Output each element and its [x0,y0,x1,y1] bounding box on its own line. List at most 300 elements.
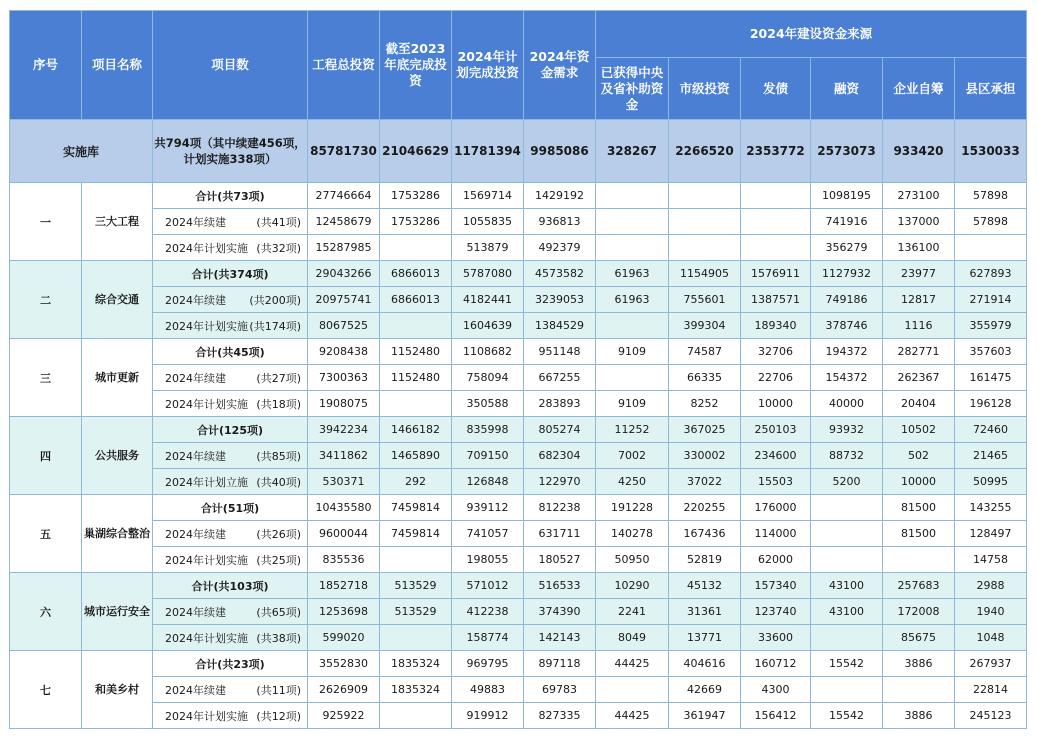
section-seq: 二 [10,261,82,339]
value-cell: 126848 [452,469,524,495]
row-label-type: 2024年续建 [165,683,226,697]
value-cell: 194372 [811,339,883,365]
header-source: 发债 [741,58,811,120]
row-label-type: 2024年续建 [165,293,226,307]
value-cell: 374390 [524,599,596,625]
row-label: 合计(51项) [153,495,308,521]
value-cell: 2988 [955,573,1027,599]
value-cell: 350588 [452,391,524,417]
row-label-group [153,474,307,490]
value-cell: 136100 [883,235,955,261]
value-cell: 81500 [883,521,955,547]
header-count: 项目数 [153,11,308,120]
value-cell: 919912 [452,703,524,729]
row-label-count: (共85项) [256,449,301,463]
value-cell: 356279 [811,235,883,261]
value-cell: 3411862 [308,443,380,469]
value-cell [741,235,811,261]
row-label [153,703,308,729]
value-cell: 31361 [669,599,741,625]
section-seq: 四 [10,417,82,495]
value-cell: 234600 [741,443,811,469]
value-cell: 160712 [741,651,811,677]
value-cell: 10290 [596,573,669,599]
row-label [153,365,308,391]
value-cell: 44425 [596,651,669,677]
row-label [153,521,308,547]
header-need-2024: 2024年资金需求 [524,11,596,120]
value-cell: 128497 [955,521,1027,547]
row-label-type: 2024年续建 [165,215,226,229]
value-cell: 741916 [811,209,883,235]
value-cell: 969795 [452,651,524,677]
section-seq: 六 [10,573,82,651]
row-label-count: (共174项) [249,319,301,333]
value-cell: 1569714 [452,183,524,209]
value-cell: 69783 [524,677,596,703]
header-source: 企业自筹 [883,58,955,120]
value-cell: 137000 [883,209,955,235]
implementation-label: 实施库 [10,120,153,183]
value-cell: 29043266 [308,261,380,287]
value-cell: 161475 [955,365,1027,391]
value-cell: 1116 [883,313,955,339]
section-name: 和美乡村 [82,651,153,729]
value-cell [955,235,1027,261]
value-cell: 189340 [741,313,811,339]
row-label-group [153,396,307,412]
value-cell: 20975741 [308,287,380,313]
value-cell: 755601 [669,287,741,313]
value-cell: 355979 [955,313,1027,339]
value-cell: 1753286 [380,209,452,235]
table-row [10,599,1027,625]
value-cell: 378746 [811,313,883,339]
value-cell: 4182441 [452,287,524,313]
value-cell: 8067525 [308,313,380,339]
value-cell: 1576911 [741,261,811,287]
row-label-count: (共32项) [256,241,301,255]
value-cell: 198055 [452,547,524,573]
value-cell: 3886 [883,703,955,729]
value-cell: 933420 [883,120,955,183]
row-label-count: (共12项) [256,709,301,723]
row-label [153,443,308,469]
investment-table [9,10,1027,729]
value-cell: 66335 [669,365,741,391]
value-cell: 741057 [452,521,524,547]
value-cell: 5787080 [452,261,524,287]
value-cell: 1604639 [452,313,524,339]
row-label-type: 2024年计划立施 [165,475,248,489]
value-cell [883,677,955,703]
section-name: 三大工程 [82,183,153,261]
value-cell: 1465890 [380,443,452,469]
row-label-type: 2024年计划实施 [165,319,248,333]
value-cell: 20404 [883,391,955,417]
value-cell: 1429192 [524,183,596,209]
value-cell: 361947 [669,703,741,729]
row-label-count: (共38项) [256,631,301,645]
value-cell: 250103 [741,417,811,443]
row-label-group [153,630,307,646]
row-label: 合计(125项) [153,417,308,443]
section-total-row [10,183,1027,209]
value-cell: 516533 [524,573,596,599]
row-label [153,625,308,651]
table-row [10,547,1027,573]
value-cell [811,677,883,703]
row-label-count: (共25项) [256,553,301,567]
row-label-type: 2024年计划实施 [165,553,248,567]
value-cell: 3942234 [308,417,380,443]
row-label-count: (共65项) [256,605,301,619]
value-cell [883,547,955,573]
value-cell: 328267 [596,120,669,183]
row-label-group [153,448,307,464]
value-cell: 357603 [955,339,1027,365]
section-name: 城市更新 [82,339,153,417]
value-cell: 936813 [524,209,596,235]
row-label-count: (共18项) [256,397,301,411]
value-cell: 1154905 [669,261,741,287]
value-cell: 15542 [811,703,883,729]
table-row [10,703,1027,729]
value-cell: 143255 [955,495,1027,521]
value-cell: 513529 [380,573,452,599]
row-label-group [153,214,307,230]
value-cell: 1835324 [380,651,452,677]
value-cell: 85781730 [308,120,380,183]
value-cell: 749186 [811,287,883,313]
value-cell: 1753286 [380,183,452,209]
value-cell: 5200 [811,469,883,495]
value-cell: 191228 [596,495,669,521]
value-cell: 50950 [596,547,669,573]
value-cell [669,183,741,209]
table-body [10,120,1027,729]
table-header [10,11,1027,120]
value-cell: 835536 [308,547,380,573]
table-row [10,443,1027,469]
section-total-row [10,417,1027,443]
value-cell: 15542 [811,651,883,677]
value-cell: 142143 [524,625,596,651]
value-cell: 122970 [524,469,596,495]
value-cell: 1384529 [524,313,596,339]
value-cell: 2626909 [308,677,380,703]
value-cell: 27746664 [308,183,380,209]
header-source: 县区承担 [955,58,1027,120]
value-cell: 49883 [452,677,524,703]
row-label [153,313,308,339]
value-cell: 2353772 [741,120,811,183]
value-cell: 11781394 [452,120,524,183]
value-cell: 6866013 [380,261,452,287]
value-cell: 7459814 [380,495,452,521]
value-cell: 939112 [452,495,524,521]
value-cell: 404616 [669,651,741,677]
row-label: 合计(共23项) [153,651,308,677]
value-cell: 7300363 [308,365,380,391]
row-label-type: 2024年续建 [165,449,226,463]
value-cell: 21465 [955,443,1027,469]
value-cell: 93932 [811,417,883,443]
value-cell: 1835324 [380,677,452,703]
value-cell: 123740 [741,599,811,625]
row-label-group [153,526,307,542]
section-name: 综合交通 [82,261,153,339]
row-label-type: 2024年续建 [165,605,226,619]
value-cell: 835998 [452,417,524,443]
header-plan-2024: 2024年计划完成投资 [452,11,524,120]
value-cell: 22814 [955,677,1027,703]
value-cell [741,183,811,209]
value-cell: 3552830 [308,651,380,677]
value-cell: 412238 [452,599,524,625]
row-label-group [153,240,307,256]
value-cell: 4573582 [524,261,596,287]
value-cell: 57898 [955,183,1027,209]
section-total-row [10,339,1027,365]
table-row [10,287,1027,313]
value-cell: 897118 [524,651,596,677]
value-cell: 257683 [883,573,955,599]
header-source: 已获得中央及省补助资金 [596,58,669,120]
value-cell: 176000 [741,495,811,521]
value-cell: 1908075 [308,391,380,417]
table-row [10,365,1027,391]
header-total-invest: 工程总投资 [308,11,380,120]
table-row [10,209,1027,235]
value-cell: 1048 [955,625,1027,651]
value-cell: 2241 [596,599,669,625]
value-cell: 33600 [741,625,811,651]
value-cell: 571012 [452,573,524,599]
value-cell: 14758 [955,547,1027,573]
value-cell: 158774 [452,625,524,651]
section-seq: 七 [10,651,82,729]
value-cell [596,183,669,209]
value-cell: 13771 [669,625,741,651]
value-cell: 292 [380,469,452,495]
value-cell: 1127932 [811,261,883,287]
row-label-count: (共41项) [256,215,301,229]
value-cell: 925922 [308,703,380,729]
value-cell: 43100 [811,599,883,625]
value-cell: 758094 [452,365,524,391]
value-cell: 140278 [596,521,669,547]
row-label [153,469,308,495]
value-cell: 43100 [811,573,883,599]
value-cell: 37022 [669,469,741,495]
value-cell: 6866013 [380,287,452,313]
value-cell: 631711 [524,521,596,547]
implementation-row [10,120,1027,183]
value-cell: 271914 [955,287,1027,313]
row-label-count: (共40项) [256,475,301,489]
value-cell: 11252 [596,417,669,443]
value-cell: 4300 [741,677,811,703]
value-cell [596,677,669,703]
value-cell: 10000 [883,469,955,495]
section-name: 公共服务 [82,417,153,495]
value-cell: 267937 [955,651,1027,677]
value-cell: 42669 [669,677,741,703]
value-cell: 599020 [308,625,380,651]
value-cell: 262367 [883,365,955,391]
row-label-group [153,604,307,620]
table-row [10,235,1027,261]
value-cell [380,313,452,339]
value-cell: 23977 [883,261,955,287]
row-label-count: (共26项) [256,527,301,541]
row-label-group [153,708,307,724]
value-cell: 167436 [669,521,741,547]
value-cell: 50995 [955,469,1027,495]
table-row [10,391,1027,417]
value-cell: 709150 [452,443,524,469]
value-cell: 74587 [669,339,741,365]
value-cell: 3239053 [524,287,596,313]
row-label [153,599,308,625]
row-label: 合计(共73项) [153,183,308,209]
value-cell: 667255 [524,365,596,391]
value-cell: 40000 [811,391,883,417]
value-cell [380,703,452,729]
value-cell: 627893 [955,261,1027,287]
value-cell: 22706 [741,365,811,391]
value-cell: 61963 [596,287,669,313]
value-cell: 85675 [883,625,955,651]
investment-table-container [9,10,1025,729]
value-cell: 21046629 [380,120,452,183]
value-cell [596,313,669,339]
value-cell: 4250 [596,469,669,495]
value-cell: 9109 [596,339,669,365]
value-cell [596,209,669,235]
value-cell: 513879 [452,235,524,261]
value-cell: 156412 [741,703,811,729]
value-cell: 502 [883,443,955,469]
row-label-type: 2024年计划实施 [165,397,248,411]
value-cell: 1387571 [741,287,811,313]
value-cell: 52819 [669,547,741,573]
value-cell: 154372 [811,365,883,391]
header-seq: 序号 [10,11,82,120]
section-seq: 一 [10,183,82,261]
value-cell [741,209,811,235]
row-label-group [153,552,307,568]
row-label: 合计(共374项) [153,261,308,287]
value-cell: 9600044 [308,521,380,547]
value-cell: 172008 [883,599,955,625]
row-label [153,287,308,313]
value-cell: 1466182 [380,417,452,443]
value-cell: 10000 [741,391,811,417]
value-cell: 951148 [524,339,596,365]
value-cell [596,365,669,391]
value-cell [669,235,741,261]
value-cell: 12458679 [308,209,380,235]
value-cell: 8252 [669,391,741,417]
row-label-group [153,292,307,308]
table-row [10,677,1027,703]
value-cell: 8049 [596,625,669,651]
section-seq: 五 [10,495,82,573]
value-cell: 196128 [955,391,1027,417]
row-label: 合计(共45项) [153,339,308,365]
value-cell: 245123 [955,703,1027,729]
value-cell: 15287985 [308,235,380,261]
row-label [153,209,308,235]
row-label-group [153,370,307,386]
value-cell [811,495,883,521]
value-cell: 1055835 [452,209,524,235]
section-name: 城市运行安全 [82,573,153,651]
value-cell: 2573073 [811,120,883,183]
row-label-type: 2024年计划实施 [165,241,248,255]
row-label-count: (共200项) [249,293,301,307]
section-name: 巢湖综合整治 [82,495,153,573]
value-cell [380,625,452,651]
value-cell: 1530033 [955,120,1027,183]
row-label [153,235,308,261]
table-row [10,625,1027,651]
value-cell: 32706 [741,339,811,365]
value-cell: 114000 [741,521,811,547]
value-cell: 9208438 [308,339,380,365]
value-cell: 7459814 [380,521,452,547]
header-source: 融资 [811,58,883,120]
value-cell: 57898 [955,209,1027,235]
value-cell: 282771 [883,339,955,365]
value-cell: 88732 [811,443,883,469]
table-row [10,313,1027,339]
value-cell: 513529 [380,599,452,625]
value-cell: 9985086 [524,120,596,183]
section-total-row [10,261,1027,287]
value-cell: 15503 [741,469,811,495]
value-cell [596,235,669,261]
value-cell: 9109 [596,391,669,417]
header-name: 项目名称 [82,11,153,120]
section-total-row [10,495,1027,521]
value-cell: 10502 [883,417,955,443]
value-cell [811,521,883,547]
value-cell: 72460 [955,417,1027,443]
row-label-group [153,682,307,698]
value-cell: 45132 [669,573,741,599]
row-label [153,677,308,703]
row-label-group [153,318,307,334]
value-cell: 44425 [596,703,669,729]
value-cell: 273100 [883,183,955,209]
value-cell: 1253698 [308,599,380,625]
value-cell: 81500 [883,495,955,521]
value-cell: 220255 [669,495,741,521]
value-cell: 530371 [308,469,380,495]
value-cell: 1152480 [380,339,452,365]
value-cell: 7002 [596,443,669,469]
value-cell: 1108682 [452,339,524,365]
value-cell: 682304 [524,443,596,469]
value-cell [380,547,452,573]
row-label-type: 2024年计划实施 [165,709,248,723]
row-label [153,547,308,573]
value-cell: 399304 [669,313,741,339]
row-label-type: 2024年续建 [165,527,226,541]
